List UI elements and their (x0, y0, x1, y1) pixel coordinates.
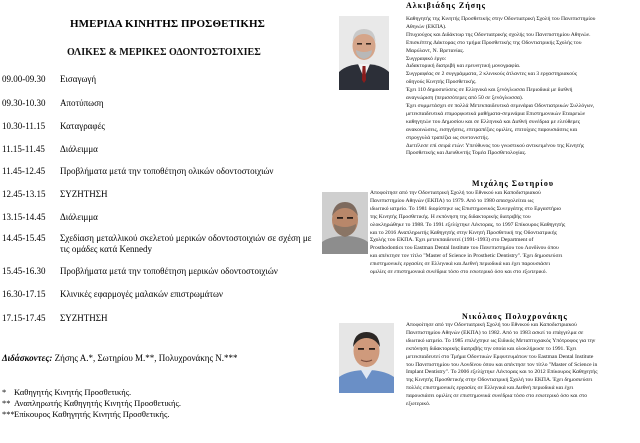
footnote-mark: ** (2, 398, 11, 408)
bio-line: Διετέλεσε επί σειρά ετών: Υπεύθυνος του γνωστικού αντικειμένου της Κινητής (406, 142, 585, 149)
schedule-time: 11.45-12.45 (2, 166, 46, 176)
schedule-row (2, 144, 98, 155)
bio-line: πολλές επιστημονικές εργασίες σε Ελληνικά και Διεθνή περιοδικά και έχει (406, 385, 574, 392)
schedule-time: 09.30-10.30 (2, 98, 46, 108)
footnote (2, 409, 170, 419)
bio-line: Μαρύλαντ, Ν. Βρετανίας. (406, 47, 465, 54)
instructors-label: Διδάσκοντες: (2, 353, 53, 363)
bio-line: Πανεπιστημίου Αθηνών (ΕΚΠΑ) το 1982. Από το 1983 ασκεί το επάγγελμα σε (406, 329, 584, 336)
schedule-time: 15.45-16.30 (2, 266, 46, 276)
bio-name: Νικόλαος Πολυχρονάκης (462, 312, 568, 321)
schedule-desc: Αποτύπωση (60, 98, 104, 108)
bio-line: μετεκπαιδευτεί στο Τμήμα Οδοντικών Εμφυτευμάτων του Eastman Dental Institute (406, 353, 594, 360)
bio-line: επιστημονικές εργασίες σε Ελληνικά και Διεθνή περιοδικά και έχει παρουσιάσει (370, 261, 551, 268)
schedule-row (2, 212, 98, 223)
bio-name: Αλκιβιάδης Ζήσης (406, 1, 487, 10)
schedule-row (2, 121, 105, 132)
schedule-desc-line: Σχεδίαση μεταλλικού σκελετού μερικών οδοντοστοιχιών σε σχέση με (60, 233, 312, 243)
bio-line: στρογγυλά τραπέζια ως συντονιστής. (406, 134, 490, 141)
schedule-row (2, 289, 223, 300)
bio-line: εξωτερικό. (406, 401, 431, 408)
bio-name: Μιχάλης Σωτηρίου (472, 179, 555, 188)
program-subtitle: ΟΛΙΚΕΣ & ΜΕΡΙΚΕΣ ΟΔΟΝΤΟΣΤΟΙΧΙΕΣ (67, 47, 261, 58)
schedule-desc: Διάλειμμα (60, 212, 98, 222)
instructors-names: Ζήσης Α.*, Σωτηρίου Μ.**, Πολυχρονάκης Ν.*** (52, 353, 238, 363)
bio-line: καθηγητών του Δημοσίου και σε Ελληνικά και Διεθνή συνέδρια με ελεύθερες (406, 118, 580, 125)
footnote-mark: *** (2, 409, 15, 419)
portrait-photo (322, 192, 368, 254)
schedule-desc: Προβλήματα μετά την τοποθέτηση ολικών οδοντοστοιχιών (60, 166, 274, 176)
schedule-row (2, 313, 107, 324)
schedule-row (2, 189, 107, 200)
bio-line: αναγνώριση (περισσότερες από 50 σε ξενόγλωσσα). (406, 95, 524, 102)
schedule-desc: ΣΥΖΗΤΗΣΗ (60, 189, 108, 199)
bio-line: Αθηνών (ΕΚΠΑ). (406, 23, 447, 30)
bio-line: Συγγραφικό έργο: (406, 55, 447, 62)
schedule-time: 11.15-11.45 (2, 144, 45, 154)
schedule-desc: Διάλειμμα (60, 144, 98, 154)
bio-line: ιδιωτικό ιατρείο. Το 1981 διορίστηκε ως Επιστημονικός Συνεργάτης στο Εργαστήριο (370, 205, 561, 212)
bio-line: Σχολής του ΕΚΠΑ. Έχει μετεκπαιδευτεί (1991-1993) στο Department of (370, 237, 534, 244)
bio-text (406, 322, 636, 409)
bio-line: Έχει συμμετάσχει σε πολλά Μετεκπαιδευτικά σεμινάρια Οδοντιατρικών Συλλόγων, (406, 102, 595, 109)
bio-line: Επισκέπτης Δάκτορας στο τμήμα Προσθετικής της Οδοντιατρικής Σχολής του (406, 39, 582, 46)
schedule-desc: Εισαγωγή (60, 74, 97, 84)
bio-line: εκπόνηση διδακτορικής διατριβής την οποία και ολοκλήρωσε το 1991. Έχει (406, 345, 577, 352)
portrait-photo (339, 16, 389, 90)
schedule-row (2, 98, 104, 109)
schedule-desc-line: τις ομάδες κατά Kennedy (60, 244, 152, 254)
bio-line: Αποφοίτησε από την Οδοντιατρική Σχολή του Εθνικού και Καποδιστριακού (370, 190, 541, 196)
bio-line: Implant Dentistry". Το 2006 εξελίχτηκε Λέκτορας και το 2012 Επίκουρος Καθηγητής (406, 369, 598, 376)
bio-line: ομιλίες σε επιστημονικά συνέδρια τόσο στο εσωτερικό όσο και στο εξωτερικό. (370, 269, 547, 276)
bio-line: Προσθετικής και Διευθυντής Τομέα Προσθετολογίας. (406, 150, 527, 157)
bio-line: Καθηγητής της Κινητής Προσθετικής στην Οδοντιατρική Σχολή του Πανεπιστημίου (406, 16, 596, 22)
schedule-time: 12.45-13.15 (2, 189, 46, 199)
schedule-time: 09.00-09.30 (2, 74, 46, 84)
schedule-desc: ΣΥΖΗΤΗΣΗ (60, 313, 108, 323)
bio-line: ολοκληρώθηκε το 1988. Το 1991 εξελίχτηκε Λέκτορας, το 1997 Επίκουρος Καθηγητής (370, 221, 566, 228)
schedule-row (2, 233, 311, 255)
footnote-text: Καθηγητής Κινητής Προσθετικής. (14, 387, 132, 397)
program-title: ΗΜΕΡΙΔΑ ΚΙΝΗΤΗΣ ΠΡΟΣΘΕΤΙΚΗΣ (70, 18, 265, 30)
bio-line: Συγγραφέας σε 2 συγγράμματα, 2 κλινικούς άτλαντες και 3 εργαστηριακούς (406, 71, 577, 78)
footnote-text: Αναπληρωτής Καθηγητής Κινητής Προσθετικής. (14, 398, 181, 408)
bio-line: μετεκπαιδευτικά επιμορφωτικά μαθήματα-σεμινάρια Επιστημονικών Εταιρειών (406, 110, 586, 117)
program-column (0, 0, 315, 443)
bio-line: και απέκτησε τον τίτλο "Master of Science in Prosthetic Dentistry". Έχει δημοσιεύσει (370, 253, 563, 260)
schedule-time: 17.15-17.45 (2, 313, 46, 323)
schedule-time: 14.45-15.45 (2, 233, 46, 243)
schedule-desc: Καταγραφές (60, 121, 105, 131)
schedule-desc (60, 233, 311, 255)
schedule-row (2, 74, 96, 85)
schedule-time: 10.30-11.15 (2, 121, 46, 131)
bio-line: Διδακτορική διατριβή και ερευνητική μονογραφία. (406, 63, 521, 70)
footnote (2, 398, 181, 408)
schedule-time: 16.30-17.15 (2, 289, 46, 299)
bio-line: ανακοινώσεις, εισηγήσεις, επιτραπέζιες ομιλίες, επιτοίχιες παρουσιάσεις και (406, 126, 578, 133)
bio-line: παρουσιάσει ομιλίες σε επιστημονικά συνέδρια τόσο στο εσωτερικό όσο και στο (406, 393, 588, 400)
instructors-line (2, 353, 238, 363)
bio-line: ιδιωτικό ιατρείο. Το 1985 επιλέχτηκε ως Ειδικός Μεταπτυχιακός Υπότροφος για την (406, 337, 596, 344)
schedule-desc: Κλινικές εφαρμογές μαλακών επιστρωμάτων (60, 289, 223, 299)
schedule-desc: Προβλήματα μετά την τοποθέτηση μερικών οδοντοστοιχιών (60, 266, 278, 276)
footnote (2, 387, 131, 397)
schedule-row (2, 166, 274, 177)
bio-line: Έχει 110 δημοσιεύσεις σε Ελληνικά και ξενόγλωσσα Περιοδικά με διεθνή (406, 87, 573, 94)
bio-text (406, 16, 636, 158)
bios-column (322, 0, 640, 443)
bio-line: Prosthodontics του Eastman Dental Institute του Πανεπιστημίου του Λονδίνου όπου (370, 245, 559, 252)
schedule-row (2, 266, 278, 277)
footnote-text: Επίκουρος Καθηγητής Κινητής Προσθετικής. (14, 409, 170, 419)
schedule-time: 13.15-14.45 (2, 212, 46, 222)
bio-line: Πτυχιούχος και Διδάκτωρ της Οδοντιατρικής σχολής του Πανεπιστημίου Αθηνών. (406, 31, 591, 38)
bio-line: της Κινητής Προσθετικής στην Οδοντιατρική Σχολή του ΕΚΠΑ. Έχει δημοσιεύσει (406, 377, 593, 384)
bio-line: Πανεπιστημίου Αθηνών (ΕΚΠΑ) το 1979. Από το 1980 απασχολείται ως (370, 197, 534, 204)
bio-line: και το 2016 Αναπληρωτής Καθηγητής στην Κινητή Προσθετική της Οδοντιατρικής (370, 229, 557, 236)
footnote-mark: * (2, 387, 7, 397)
bio-line: της Κινητής Προσθετικής. Η εκπόνηση της διδακτορικής διατριβής του (370, 213, 531, 220)
bio-line: Αποφοίτησε από την Οδοντιατρική Σχολή του Εθνικού και Καποδιστριακού (406, 322, 577, 328)
bio-text (370, 190, 636, 277)
portrait-photo (339, 323, 394, 393)
bio-line: του Πανεπιστημίου του Λονδίνου όπου και απέκτησε τον τίτλο "Master of Science in (406, 361, 598, 368)
bio-line: οδηγούς Κινητής Προσθετικής. (406, 79, 477, 86)
